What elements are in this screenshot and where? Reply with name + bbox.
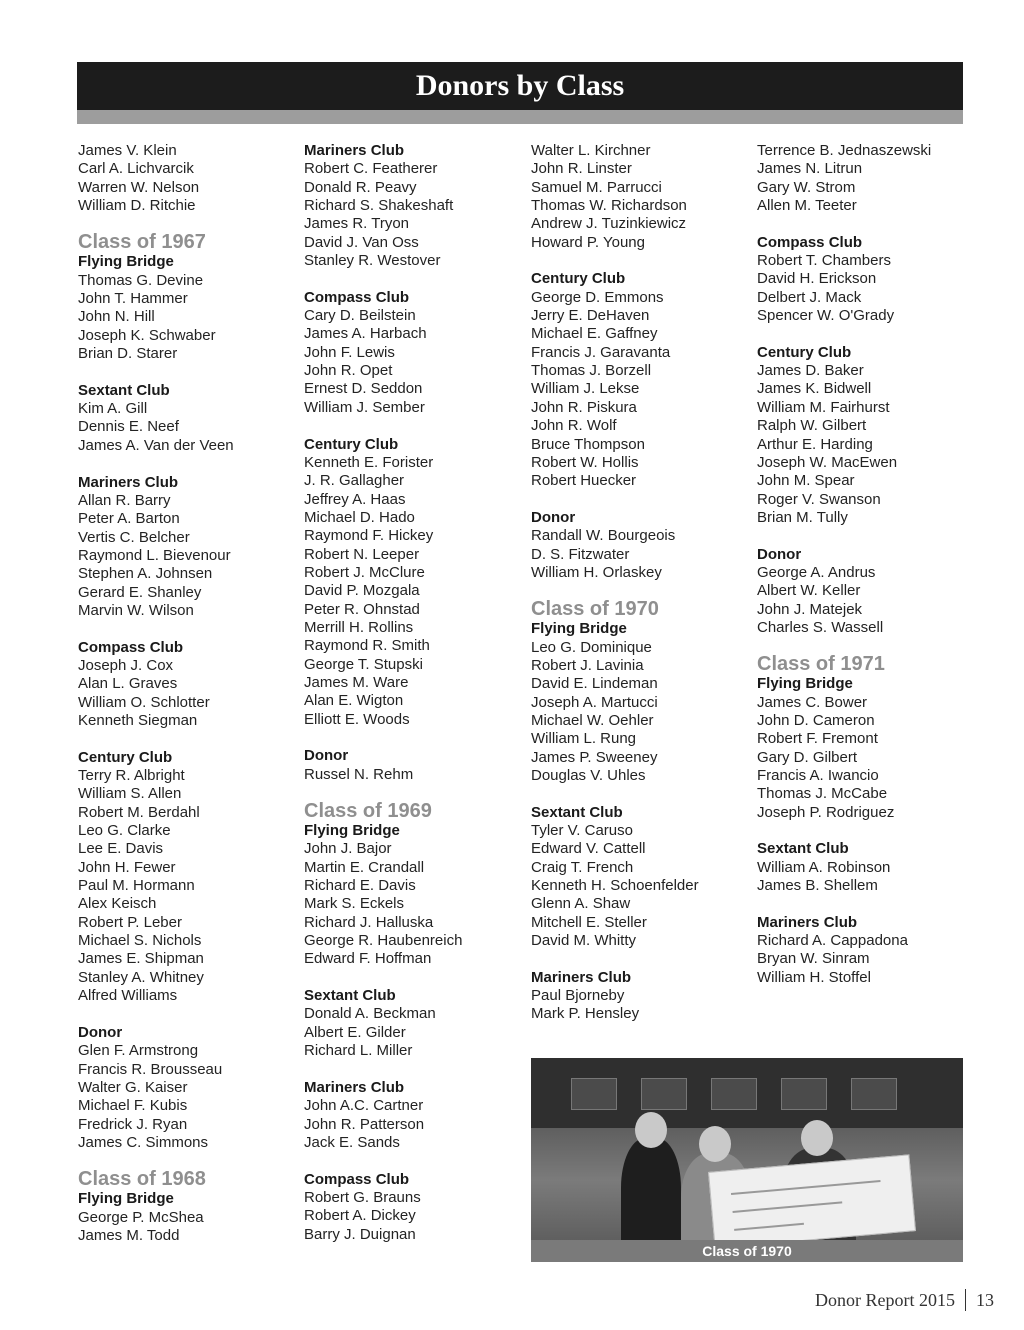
donor-column-4 (757, 142, 979, 987)
donor-name: Peter R. Ohnstad (304, 600, 420, 618)
donor-name: John T. Hammer (78, 290, 188, 308)
donor-name: John R. Opet (304, 362, 393, 380)
photo-person-head (699, 1126, 731, 1162)
donor-name: William A. Robinson (757, 858, 891, 876)
giving-level-heading: Flying Bridge (78, 1190, 174, 1208)
donor-name: Robert C. Featherer (304, 160, 438, 178)
donor-name: Brian D. Starer (78, 345, 178, 363)
donor-section (531, 142, 753, 252)
donor-name: Barry J. Duignan (304, 1225, 416, 1243)
donor-section (531, 969, 753, 1024)
donor-name: John N. Hill (78, 308, 155, 326)
donor-column-3 (531, 142, 753, 1024)
donor-name: Edward V. Cattell (531, 840, 646, 858)
donor-name: Richard J. Halluska (304, 913, 434, 931)
donor-name: David E. Lindeman (531, 675, 658, 693)
donor-name: James A. Harbach (304, 325, 427, 343)
donor-section (78, 474, 300, 621)
giving-level-heading: Flying Bridge (304, 822, 400, 840)
donor-name: Glen F. Armstrong (78, 1042, 199, 1060)
donor-section (78, 253, 300, 363)
giving-level-heading: Compass Club (304, 1170, 410, 1188)
giving-level-heading: Mariners Club (304, 142, 405, 159)
donor-name: Allan R. Barry (78, 491, 171, 509)
donor-name: Vertis C. Belcher (78, 528, 190, 546)
donor-name: Robert W. Hollis (531, 453, 639, 471)
donor-name: James R. Tryon (304, 215, 410, 233)
donor-name: Gary D. Gilbert (757, 748, 858, 766)
donor-section (304, 289, 526, 417)
donor-name: Ralph W. Gilbert (757, 417, 867, 435)
donor-section (304, 747, 526, 784)
donor-section (304, 1171, 526, 1244)
donor-name: James M. Todd (78, 1226, 180, 1244)
donor-name: Kim A. Gill (78, 400, 148, 418)
donor-name: Leo G. Dominique (531, 638, 652, 656)
donor-name: Albert E. Gilder (304, 1023, 406, 1041)
donor-name: Craig T. French (531, 858, 634, 876)
donor-name: Raymond L. Bievenour (78, 546, 231, 564)
giving-level-heading: Century Club (531, 270, 626, 288)
donor-name: Peter A. Barton (78, 510, 180, 528)
donor-name: Richard S. Shakeshaft (304, 197, 454, 215)
donor-name: Alan L. Graves (78, 675, 178, 693)
donor-name: Glenn A. Shaw (531, 895, 631, 913)
donor-section (78, 749, 300, 1006)
donor-name: Robert Huecker (531, 472, 637, 490)
donor-name: Mitchell E. Steller (531, 913, 647, 931)
donor-name: David J. Van Oss (304, 233, 419, 251)
giving-level-heading: Donor (304, 747, 349, 765)
donor-name: John R. Patterson (304, 1115, 425, 1133)
donor-name: Robert A. Dickey (304, 1207, 416, 1225)
footer-divider (965, 1289, 966, 1311)
giving-level-heading: Century Club (757, 343, 852, 361)
donor-name: Brian M. Tully (757, 508, 848, 526)
donor-name: William O. Schlotter (78, 693, 210, 711)
donor-name: John R. Piskura (531, 398, 637, 416)
donor-name: James E. Shipman (78, 950, 204, 968)
donor-name: James B. Shellem (757, 877, 878, 895)
giving-level-heading: Sextant Club (531, 803, 623, 821)
donor-name: Charles S. Wassell (757, 618, 884, 636)
donor-name: Joseph W. MacEwen (757, 453, 898, 471)
donor-name: James D. Baker (757, 362, 864, 380)
donor-name: John D. Cameron (757, 711, 875, 729)
photo-sign (781, 1078, 827, 1110)
donor-name: Terry R. Albright (78, 767, 185, 784)
donor-name: Alex Keisch (78, 895, 157, 913)
donor-name: Fredrick J. Ryan (78, 1115, 188, 1133)
class-photo (531, 1058, 963, 1262)
donor-section (531, 620, 753, 785)
donor-name: David P. Mozgala (304, 582, 420, 600)
donor-name: Delbert J. Mack (757, 288, 862, 306)
donor-name: John J. Bajor (304, 840, 392, 858)
donor-section (78, 639, 300, 731)
donor-name: D. S. Fitzwater (531, 545, 630, 563)
donor-name: Richard A. Cappadona (757, 932, 908, 950)
donor-name: Roger V. Swanson (757, 490, 881, 508)
donor-name: Howard P. Young (531, 233, 645, 251)
donor-name: Robert P. Leber (78, 913, 182, 931)
donor-name: Raymond F. Hickey (304, 527, 434, 545)
donor-name: Terrence B. Jednaszewski (757, 142, 932, 159)
donor-name: James K. Bidwell (757, 380, 872, 398)
donor-name: Michael D. Hado (304, 508, 415, 526)
donor-name: Paul Bjorneby (531, 987, 625, 1005)
giving-level-heading: Sextant Club (78, 381, 170, 399)
photo-sign (711, 1078, 757, 1110)
giving-level-heading: Compass Club (78, 638, 184, 656)
page-title: Donors by Class (415, 69, 625, 102)
donor-name: Richard E. Davis (304, 877, 416, 895)
giving-level-heading: Donor (757, 545, 802, 563)
donor-column-1 (78, 142, 300, 1245)
donor-name: Kenneth H. Schoenfelder (531, 877, 699, 895)
donor-name: Samuel M. Parrucci (531, 178, 662, 196)
donor-name: William M. Fairhurst (757, 398, 890, 416)
donor-name: George T. Stupski (304, 655, 423, 673)
giving-level-heading: Century Club (304, 435, 399, 453)
donor-name: Cary D. Beilstein (304, 307, 416, 325)
donor-name: Robert J. McClure (304, 563, 425, 581)
page-number: 13 (976, 1289, 994, 1310)
donor-name: Lee E. Davis (78, 840, 164, 858)
donor-name: Richard L. Miller (304, 1042, 413, 1060)
donor-name: William S. Allen (78, 785, 182, 803)
donor-name: Robert T. Chambers (757, 252, 891, 270)
donor-name: Alfred Williams (78, 987, 178, 1005)
donor-name: Robert J. Lavinia (531, 656, 644, 674)
donor-section (78, 1190, 300, 1245)
donor-name: Edward F. Hoffman (304, 950, 432, 968)
donor-name: Michael F. Kubis (78, 1097, 188, 1115)
giving-level-heading: Donor (531, 508, 576, 526)
donor-name: William H. Orlaskey (531, 563, 662, 581)
donor-section (531, 804, 753, 951)
donor-name: Francis J. Garavanta (531, 343, 671, 361)
donor-name: Michael S. Nichols (78, 932, 202, 950)
donor-name: Russel N. Rehm (304, 765, 414, 783)
donor-name: William J. Lekse (531, 380, 640, 398)
donor-name: William H. Stoffel (757, 968, 871, 986)
donor-name: Joseph J. Cox (78, 656, 174, 674)
giving-level-heading: Flying Bridge (531, 620, 627, 638)
class-year-heading: Class of 1968 (78, 1168, 206, 1191)
donor-section (757, 840, 979, 895)
donor-name: Tyler V. Caruso (531, 822, 633, 840)
photo-sign (641, 1078, 687, 1110)
donor-section (78, 142, 300, 215)
donor-section (304, 142, 526, 270)
donor-name: Walter G. Kaiser (78, 1078, 188, 1096)
donor-name: Stanley R. Westover (304, 252, 441, 270)
donor-name: Stanley A. Whitney (78, 968, 204, 986)
donor-name: James N. Litrun (757, 160, 863, 178)
donor-name: Randall W. Bourgeois (531, 527, 676, 545)
giving-level-heading: Century Club (78, 748, 173, 766)
donor-name: Gary W. Strom (757, 178, 856, 196)
giving-level-heading: Mariners Club (304, 1078, 405, 1096)
donor-name: Spencer W. O'Grady (757, 307, 895, 325)
donor-name: Joseph A. Martucci (531, 693, 658, 711)
donor-name: Joseph K. Schwaber (78, 326, 216, 344)
photo-person-head (635, 1112, 667, 1148)
donor-name: Raymond R. Smith (304, 637, 430, 655)
donor-name: John H. Fewer (78, 858, 176, 876)
donor-name: James A. Van der Veen (78, 436, 234, 454)
donor-name: Gerard E. Shanley (78, 583, 202, 601)
donor-section (78, 1024, 300, 1152)
donor-name: Robert F. Fremont (757, 730, 878, 748)
donor-name: George P. McShea (78, 1208, 204, 1226)
donor-name: Thomas J. Borzell (531, 362, 652, 380)
donor-name: Bryan W. Sinram (757, 950, 870, 968)
ceremonial-check (708, 1154, 916, 1248)
donor-name: Alan E. Wigton (304, 692, 404, 710)
donor-name: Walter L. Kirchner (531, 142, 651, 159)
donor-name: John M. Spear (757, 472, 855, 490)
donor-name: James C. Bower (757, 693, 868, 711)
giving-level-heading: Flying Bridge (78, 253, 174, 271)
class-year-heading: Class of 1967 (78, 231, 206, 254)
donor-section (757, 675, 979, 822)
class-year-heading: Class of 1971 (757, 653, 885, 676)
donor-name: Stephen A. Johnsen (78, 565, 213, 583)
donor-section (531, 509, 753, 582)
donor-name: Carl A. Lichvarcik (78, 160, 194, 178)
donor-name: Warren W. Nelson (78, 178, 200, 196)
donor-name: Robert G. Brauns (304, 1188, 421, 1206)
donor-name: Francis A. Iwancio (757, 767, 879, 784)
giving-level-heading: Mariners Club (757, 913, 858, 931)
donor-name: Francis R. Brousseau (78, 1060, 223, 1078)
class-year-heading: Class of 1970 (531, 598, 659, 621)
donor-section (757, 142, 979, 215)
photo-sign (851, 1078, 897, 1110)
donor-name: Kenneth E. Forister (304, 453, 434, 471)
donor-name: James C. Simmons (78, 1133, 209, 1151)
donor-name: Martin E. Crandall (304, 858, 425, 876)
donor-name: Andrew J. Tuzinkiewicz (531, 215, 687, 233)
donor-name: Donald A. Beckman (304, 1005, 436, 1023)
giving-level-heading: Donor (78, 1023, 123, 1041)
donor-name: Leo G. Clarke (78, 822, 171, 840)
donor-name: David M. Whitty (531, 932, 637, 950)
donor-name: John R. Wolf (531, 417, 617, 435)
footer-report-title: Donor Report 2015 (815, 1289, 955, 1310)
donor-name: James P. Sweeney (531, 748, 658, 766)
donor-section (304, 1079, 526, 1152)
donor-name: Paul M. Hormann (78, 877, 195, 895)
donor-name: Thomas G. Devine (78, 271, 204, 289)
page-footer (815, 1289, 994, 1311)
donor-name: Merrill H. Rollins (304, 618, 414, 636)
donor-name: William D. Ritchie (78, 197, 196, 215)
title-underline-bar (77, 110, 963, 124)
donor-section (304, 822, 526, 969)
donor-section (304, 987, 526, 1060)
donor-name: Donald R. Peavy (304, 178, 417, 196)
photo-sign (571, 1078, 617, 1110)
donor-name: George R. Haubenreich (304, 932, 463, 950)
giving-level-heading: Compass Club (757, 233, 863, 251)
donor-name: John A.C. Cartner (304, 1097, 424, 1115)
giving-level-heading: Sextant Club (757, 840, 849, 858)
donor-name: Robert M. Berdahl (78, 803, 200, 821)
donor-column-2 (304, 142, 526, 1244)
donor-name: Elliott E. Woods (304, 710, 410, 728)
donor-name: Douglas V. Uhles (531, 767, 646, 784)
donor-section (78, 382, 300, 455)
donor-section (757, 546, 979, 638)
donor-name: Jerry E. DeHaven (531, 307, 650, 325)
donor-name: Mark S. Eckels (304, 895, 405, 913)
donor-section (304, 436, 526, 730)
donor-name: John F. Lewis (304, 343, 395, 361)
donor-name: John J. Matejek (757, 600, 863, 618)
donor-name: Jack E. Sands (304, 1133, 400, 1151)
donor-name: Michael E. Gaffney (531, 325, 658, 343)
donor-name: Robert N. Leeper (304, 545, 420, 563)
donor-name: J. R. Gallagher (304, 472, 405, 490)
donor-name: George A. Andrus (757, 563, 876, 581)
donor-name: Mark P. Hensley (531, 1005, 640, 1023)
donor-name: Bruce Thompson (531, 435, 645, 453)
class-year-heading: Class of 1969 (304, 800, 432, 823)
donor-name: James V. Klein (78, 142, 177, 159)
donor-name: Michael W. Oehler (531, 711, 654, 729)
giving-level-heading: Mariners Club (78, 473, 179, 491)
donor-name: Jeffrey A. Haas (304, 490, 406, 508)
donor-name: George D. Emmons (531, 288, 664, 306)
donor-section (757, 344, 979, 527)
donor-name: Arthur E. Harding (757, 435, 873, 453)
donor-name: Albert W. Keller (757, 582, 861, 600)
donor-name: John R. Linster (531, 160, 632, 178)
donor-name: James M. Ware (304, 673, 409, 691)
giving-level-heading: Flying Bridge (757, 675, 853, 693)
donor-name: Allen M. Teeter (757, 197, 857, 215)
donor-name: David H. Erickson (757, 270, 877, 288)
giving-level-heading: Sextant Club (304, 987, 396, 1005)
donor-name: William J. Sember (304, 398, 425, 416)
donor-name: Dennis E. Neef (78, 418, 179, 436)
giving-level-heading: Compass Club (304, 288, 410, 306)
photo-person-head (801, 1120, 833, 1156)
photo-caption: Class of 1970 (531, 1240, 963, 1262)
donor-section (757, 914, 979, 987)
donor-section (531, 270, 753, 490)
donor-name: Kenneth Siegman (78, 711, 198, 729)
donor-name: Thomas W. Richardson (531, 197, 687, 215)
page-title-banner (77, 62, 963, 110)
giving-level-heading: Mariners Club (531, 968, 632, 986)
donor-name: Joseph P. Rodriguez (757, 803, 895, 821)
donor-name: Thomas J. McCabe (757, 785, 888, 803)
donor-name: William L. Rung (531, 730, 637, 748)
donor-name: Ernest D. Seddon (304, 380, 423, 398)
donor-section (757, 234, 979, 326)
donor-name: Marvin W. Wilson (78, 601, 194, 619)
